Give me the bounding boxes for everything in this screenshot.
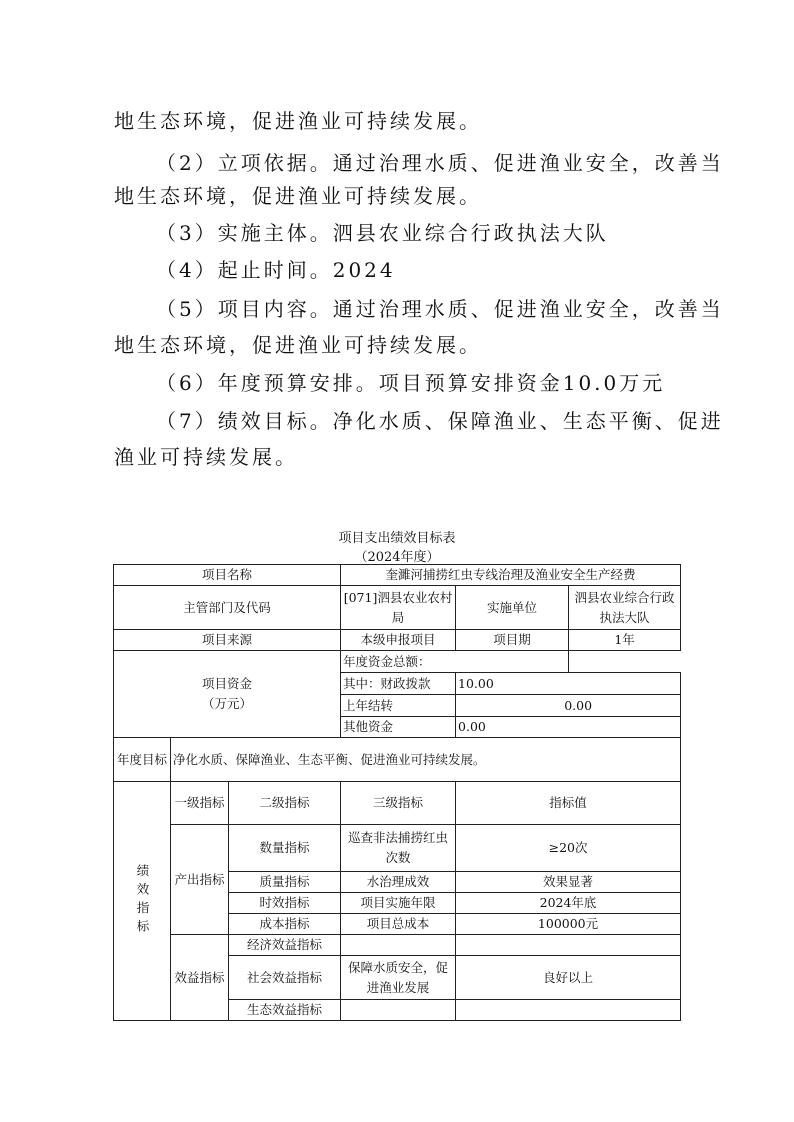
quality-value: 效果显著 <box>456 872 681 893</box>
table-row <box>114 630 681 651</box>
source-label: 项目来源 <box>114 630 341 651</box>
quality-label: 质量指标 <box>229 872 341 893</box>
social-l3: 保障水质安全，促进渔业发展 <box>341 956 456 1000</box>
period-label: 项目期 <box>456 630 569 651</box>
head-level1: 一级指标 <box>171 782 229 825</box>
cost-l3: 项目总成本 <box>341 914 456 935</box>
paragraph-line: （4）起止时间。2024 <box>156 258 396 282</box>
time-l3: 项目实施年限 <box>341 893 456 914</box>
paragraph-line: （6）年度预算安排。项目预算安排资金10.0万元 <box>156 371 666 395</box>
paragraph-line: 地生态环境，促进渔业可持续发展。 <box>114 109 482 133</box>
table-row <box>114 738 681 782</box>
social-value: 良好以上 <box>456 956 681 1000</box>
paragraph-line: 渔业可持续发展。 <box>114 445 298 469</box>
funds-label-unit: （万元） <box>202 696 253 711</box>
source-value: 本级申报项目 <box>341 630 456 651</box>
funds-label <box>114 651 341 738</box>
goal-label: 年度目标 <box>114 738 171 782</box>
paragraph-line: （7）绩效目标。净化水质、保障渔业、生态平衡、促进 <box>156 409 724 433</box>
head-value: 指标值 <box>456 782 681 825</box>
table-row <box>114 935 681 956</box>
paragraph-line: 地生态环境，促进渔业可持续发展。 <box>114 333 482 357</box>
period-value: 1年 <box>569 630 681 651</box>
performance-table <box>113 564 681 1021</box>
paragraph-line: （2）立项依据。通过治理水质、促进渔业安全，改善当 <box>156 151 724 175</box>
dept-value: [071]泗县农业农村局 <box>341 586 456 630</box>
other-label: 其他资金 <box>341 717 456 738</box>
quantity-label: 数量指标 <box>229 825 341 872</box>
annual-total-label: 年度资金总额： <box>341 651 569 673</box>
quality-l3: 水治理成效 <box>341 872 456 893</box>
quantity-value: ≥20次 <box>456 825 681 872</box>
fiscal-value: 10.00 <box>456 673 681 695</box>
head-level3: 三级指标 <box>341 782 456 825</box>
benefit-label: 效益指标 <box>171 935 229 1021</box>
fiscal-label: 其中：财政拨款 <box>341 673 456 695</box>
funds-label-line: 项目资金 <box>202 676 253 691</box>
perf-label: 绩效指标 <box>114 782 171 1021</box>
cost-label: 成本指标 <box>229 914 341 935</box>
paragraph-line: （5）项目内容。通过治理水质、促进渔业安全，改善当 <box>156 297 724 321</box>
carryover-label: 上年结转 <box>341 695 456 717</box>
head-level2: 二级指标 <box>229 782 341 825</box>
time-label: 时效指标 <box>229 893 341 914</box>
unit-label: 实施单位 <box>456 586 569 630</box>
table-row <box>114 651 681 673</box>
table-title: 项目支出绩效目标表 <box>338 531 456 546</box>
dept-label: 主管部门及代码 <box>114 586 341 630</box>
carryover-value: 0.00 <box>456 695 681 717</box>
table-row <box>114 825 681 872</box>
table-row <box>114 586 681 630</box>
table-row <box>114 782 681 825</box>
eco-label: 生态效益指标 <box>229 1000 341 1021</box>
cost-value: 100000元 <box>456 914 681 935</box>
project-name-value: 奎濉河捕捞红虫专线治理及渔业安全生产经费 <box>341 565 681 586</box>
unit-value: 泗县农业综合行政执法大队 <box>569 586 681 630</box>
econ-label: 经济效益指标 <box>229 935 341 956</box>
table-year: （2024年度） <box>354 550 440 565</box>
time-value: 2024年底 <box>456 893 681 914</box>
social-label: 社会效益指标 <box>229 956 341 1000</box>
project-name-label: 项目名称 <box>114 565 341 586</box>
table-row <box>114 565 681 586</box>
other-value: 0.00 <box>456 717 681 738</box>
quantity-l3: 巡查非法捕捞红虫次数 <box>341 825 456 872</box>
paragraph-line: 地生态环境，促进渔业可持续发展。 <box>114 184 482 208</box>
goal-value: 净化水质、保障渔业、生态平衡、促进渔业可持续发展。 <box>171 738 681 782</box>
output-label: 产出指标 <box>171 825 229 935</box>
paragraph-line: （3）实施主体。泗县农业综合行政执法大队 <box>156 221 609 245</box>
